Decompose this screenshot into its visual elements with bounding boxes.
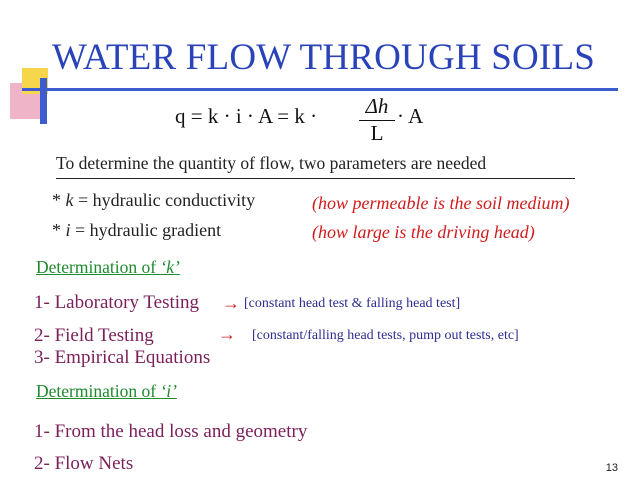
section-i-prefix: Determination of [36,381,161,401]
slide-title: WATER FLOW THROUGH SOILS [52,37,596,78]
param-k-description: (how permeable is the soil medium) [312,193,570,213]
flow-formula [175,94,424,145]
param-i-label: = hydraulic gradient [70,220,222,240]
intro-underline [56,178,575,179]
arrow-right-icon: → [218,324,236,344]
formula-numerator: Δh [365,94,389,118]
intro-text: To determine the quantity of flow, two parameters are needed [56,153,487,173]
title-underline [22,88,618,91]
list-item: 1- Laboratory Testing [34,292,200,313]
param-k-bullet: * [52,190,66,210]
param-i-description: (how large is the driving head) [312,222,535,242]
section-k-symbol: ‘k’ [160,257,180,277]
param-i-symbol: i [65,220,71,240]
param-k [52,190,255,211]
section-i-heading [36,381,177,402]
decorative-blue-bar [40,78,47,124]
page-number: 13 [605,462,618,474]
formula-left: q = k · i · A = k · [175,104,318,128]
section-i-symbol: ‘i’ [160,381,177,401]
param-i-bullet: * [52,220,66,240]
list-item-detail: [constant head test & falling head test] [244,296,461,311]
arrow-right-icon: → [222,293,240,313]
section-k-prefix: Determination of [36,257,161,277]
param-k-symbol: k [65,190,74,210]
param-i [52,220,221,241]
section-k-heading [36,257,180,278]
list-item: 3- Empirical Equations [34,347,211,368]
list-item-detail: [constant/falling head tests, pump out tests, etc] [252,328,519,343]
list-item: 1- From the head loss and geometry [34,421,308,442]
list-item: 2- Field Testing [34,325,154,346]
param-k-label: = hydraulic conductivity [73,190,256,210]
formula-right: · A [397,104,424,128]
formula-denominator: L [370,121,384,145]
list-item: 2- Flow Nets [34,453,134,474]
